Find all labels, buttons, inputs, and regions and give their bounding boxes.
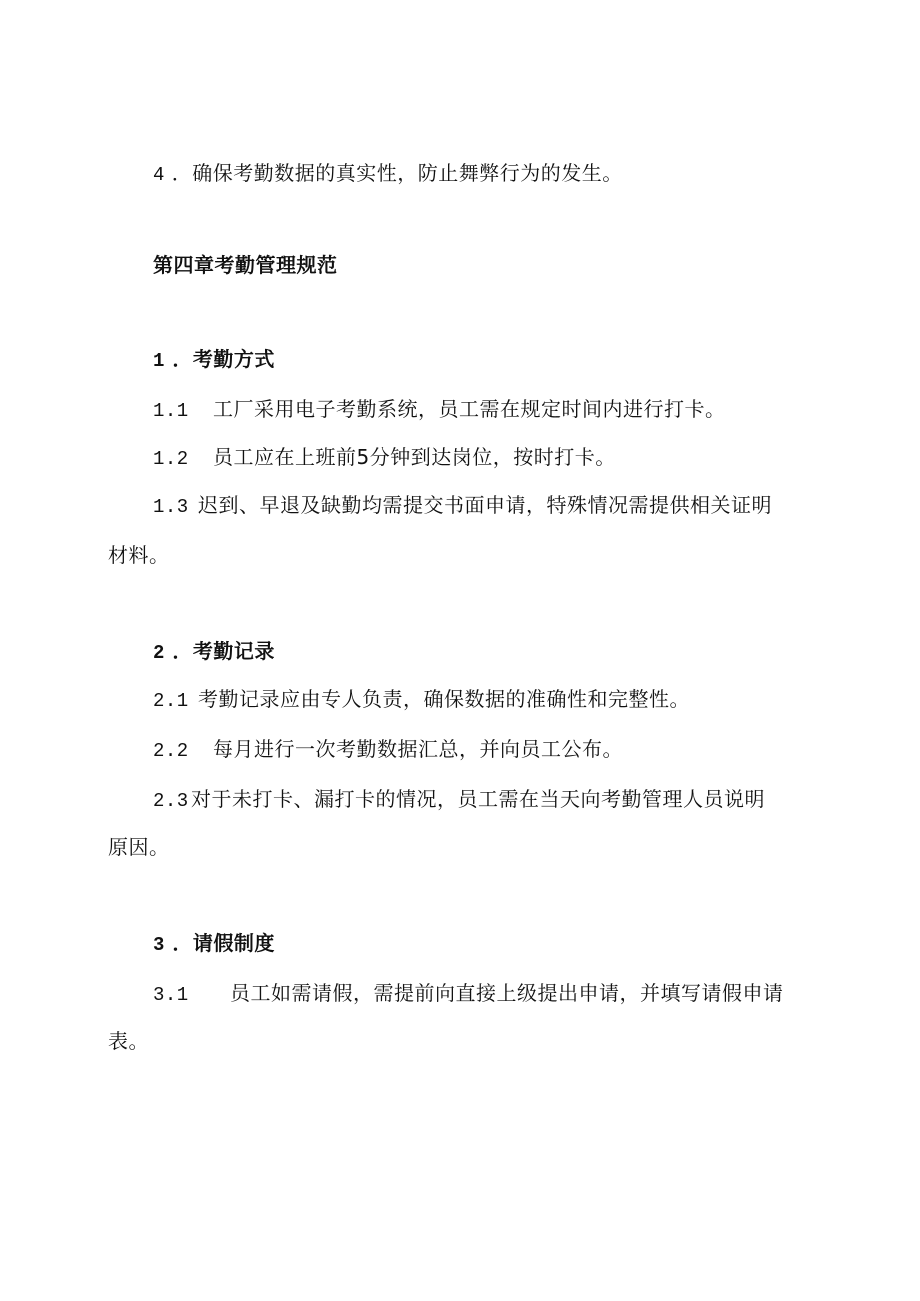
section-number: 1: [153, 350, 165, 372]
paragraph-1-3-line-1: [153, 491, 772, 521]
paragraph-number: 1.3: [153, 496, 189, 518]
paragraph-3-1-line-2: 表。: [108, 1029, 149, 1053]
paragraph-2-1: [153, 685, 690, 715]
paragraph-2-3-line-1: [153, 785, 765, 815]
paragraph-number: 2.2: [153, 740, 189, 762]
paragraph-number: 1.2: [153, 448, 189, 470]
section-title: ．考勤记录: [172, 639, 275, 663]
section-title: ．考勤方式: [172, 347, 275, 371]
section-3-heading: [153, 929, 275, 959]
paragraph-1-1: [153, 395, 726, 425]
paragraph-number: 1.1: [153, 400, 189, 422]
section-number: 2: [153, 642, 165, 664]
paragraph-2-3-line-2: 原因。: [108, 835, 170, 859]
chapter-title: 第四章考勤管理规范: [153, 253, 338, 277]
paragraph-number: 2.1: [153, 690, 189, 712]
paragraph-text: 工厂采用电子考勤系统，员工需在规定时间内进行打卡。: [213, 397, 726, 421]
paragraph-text: 员工应在上班前5分钟到达岗位，按时打卡。: [213, 445, 616, 469]
section-2-heading: [153, 637, 275, 667]
paragraph-2-2: [153, 735, 623, 765]
section-1-heading: [153, 345, 275, 375]
item-number: 4: [153, 164, 165, 186]
item-text: ．确保考勤数据的真实性，防止舞弊行为的发生。: [171, 161, 623, 185]
list-item-4: [153, 159, 623, 189]
paragraph-text: 员工如需请假，需提前向直接上级提出申请，并填写请假申请: [230, 981, 784, 1005]
paragraph-text: 每月进行一次考勤数据汇总，并向员工公布。: [213, 737, 623, 761]
section-number: 3: [153, 934, 165, 956]
paragraph-text: 考勤记录应由专人负责，确保数据的准确性和完整性。: [198, 687, 690, 711]
paragraph-text: 迟到、早退及缺勤均需提交书面申请，特殊情况需提供相关证明: [198, 493, 772, 517]
paragraph-number: 2.3: [153, 790, 189, 812]
paragraph-3-1-line-1: [153, 979, 784, 1009]
section-title: ．请假制度: [172, 931, 275, 955]
paragraph-text: 对于未打卡、漏打卡的情况，员工需在当天向考勤管理人员说明: [191, 787, 765, 811]
paragraph-1-2: [153, 443, 616, 473]
paragraph-1-3-line-2: 材料。: [108, 543, 170, 567]
paragraph-number: 3.1: [153, 984, 189, 1006]
